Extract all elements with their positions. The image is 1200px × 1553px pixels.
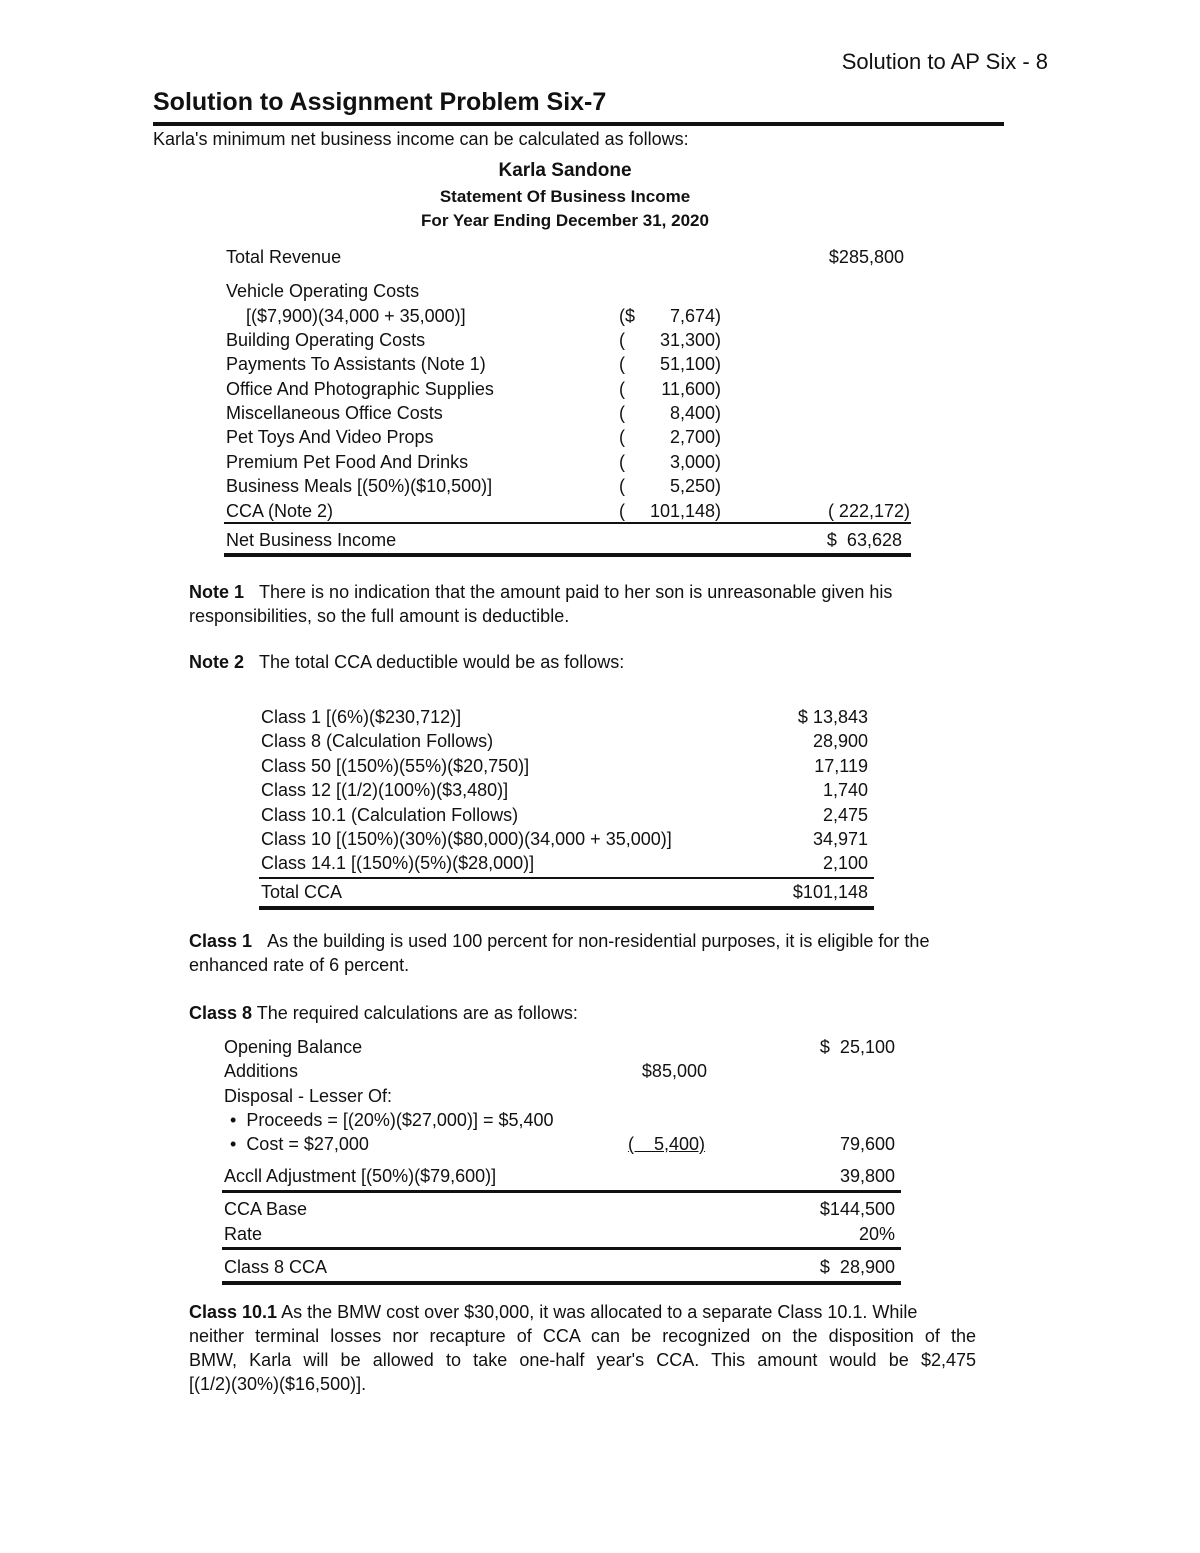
intro-text: Karla's minimum net business income can be calculated as follows: xyxy=(153,129,689,149)
class-8-text: The required calculations are as follows: xyxy=(256,1003,578,1023)
expense-amount: 5,250) xyxy=(669,476,721,496)
cca-row-label: Class 14.1 [(150%)(5%)($28,000)] xyxy=(261,853,535,874)
class-10-1-label: Class 10.1 xyxy=(189,1302,278,1322)
disposal-amount: ( 5,400) xyxy=(628,1134,706,1154)
class-8-note xyxy=(189,1001,1001,1025)
subtotal-rule xyxy=(224,522,911,524)
expense-paren: ( xyxy=(619,452,625,472)
note-1-line: There is no indication that the amount paid to her son is unreasonable given his xyxy=(259,582,893,602)
base-label: CCA Base xyxy=(224,1199,308,1219)
rate-amount: 20% xyxy=(858,1224,895,1244)
net-amount: $ 63,628 xyxy=(826,530,902,550)
expense-label: CCA (Note 2) xyxy=(226,501,334,521)
accii-amount: 39,800 xyxy=(839,1166,895,1186)
base-amount: $144,500 xyxy=(819,1199,895,1219)
rate-label: Rate xyxy=(224,1224,263,1244)
expense-label: Vehicle Operating Costs xyxy=(226,281,420,301)
expense-paren: ( xyxy=(619,379,625,399)
cca-row-amount: 2,475 xyxy=(822,804,868,825)
class-1-note xyxy=(189,929,1001,977)
expense-paren: ($ xyxy=(619,306,636,326)
cca-row-amount: 1,740 xyxy=(822,780,868,801)
cca-row-label: Class 10 [(150%)(30%)($80,000)(34,000 + 35,000)] xyxy=(261,829,672,849)
bullet-icon: • xyxy=(230,1110,247,1130)
class-10-1-line: [(1/2)(30%)($16,500)]. xyxy=(189,1374,367,1394)
statement-period: For Year Ending December 31, 2020 xyxy=(421,211,709,230)
class-8-cca-label: Class 8 CCA xyxy=(224,1257,328,1277)
statement-name: Karla Sandone xyxy=(498,160,632,181)
expense-label: Office And Photographic Supplies xyxy=(226,379,494,399)
cca-total-amount: $101,148 xyxy=(792,882,868,902)
note-1-line: responsibilities, so the full amount is deductible. xyxy=(189,606,570,626)
expense-amount: 101,148) xyxy=(649,501,721,521)
class-10-1-line: As the BMW cost over $30,000, it was allocated to a separate Class 10.1. While xyxy=(277,1302,918,1322)
bullet-text: Cost = $27,000 xyxy=(246,1134,369,1154)
expense-amount: 2,700) xyxy=(669,427,721,447)
expense-paren: ( xyxy=(619,354,625,374)
class-1-line: As the building is used 100 percent for non-residential purposes, it is eligible for the xyxy=(267,931,930,951)
net-label: Net Business Income xyxy=(226,530,397,550)
expense-label: Pet Toys And Video Props xyxy=(226,427,434,447)
expense-paren: ( xyxy=(619,330,625,350)
expense-amount: 7,674) xyxy=(669,306,721,326)
expense-amount: 3,000) xyxy=(669,452,721,472)
title-rule xyxy=(153,122,1004,126)
expense-amount: 11,600) xyxy=(661,379,721,399)
expense-label: Business Meals [(50%)($10,500)] xyxy=(226,476,493,496)
class-1-line: enhanced rate of 6 percent. xyxy=(189,955,410,975)
revenue-label: Total Revenue xyxy=(226,247,342,267)
bullet-text: Proceeds = [(20%)($27,000)] = $5,400 xyxy=(246,1110,554,1130)
expense-amount: 51,100) xyxy=(659,354,721,374)
expense-label: Building Operating Costs xyxy=(226,330,426,350)
cca-row-label: Class 10.1 (Calculation Follows) xyxy=(261,804,519,825)
expense-paren: ( xyxy=(619,427,625,447)
expense-amount: 31,300) xyxy=(659,330,721,350)
cca-row-label: Class 8 (Calculation Follows) xyxy=(261,731,494,752)
expense-paren: ( xyxy=(619,476,625,496)
cca-rule xyxy=(259,877,874,879)
bullet-proceeds xyxy=(230,1109,554,1131)
accii-label: Accll Adjustment [(50%)($79,600)] xyxy=(224,1166,497,1186)
page-title: Solution to Assignment Problem Six-7 xyxy=(153,88,607,116)
rate-rule xyxy=(222,1247,901,1250)
class-10-1-note xyxy=(189,1300,976,1396)
note-2-label: Note 2 xyxy=(189,652,245,672)
opening-label: Opening Balance xyxy=(224,1037,363,1057)
cca-row-amount: 2,100 xyxy=(822,853,868,874)
cca-row-amount: 28,900 xyxy=(812,731,868,752)
cca-row-label: Class 1 [(6%)($230,712)] xyxy=(261,707,462,727)
bullet-cost xyxy=(230,1133,369,1155)
expense-label: Payments To Assistants (Note 1) xyxy=(226,354,486,374)
cca-row-label: Class 12 [(1/2)(100%)($3,480)] xyxy=(261,780,509,801)
additions-label: Additions xyxy=(224,1061,299,1081)
cca-row-amount: 34,971 xyxy=(812,829,868,849)
statement-subtitle: Statement Of Business Income xyxy=(439,187,691,206)
expense-amount: 8,400) xyxy=(669,403,721,423)
expense-label: Premium Pet Food And Drinks xyxy=(226,452,469,472)
class-8-double-rule xyxy=(222,1281,901,1285)
cca-double-rule xyxy=(259,906,874,910)
note-1 xyxy=(189,580,1001,628)
class-10-1-line: BMW, Karla will be allowed to take one-half year's CCA. This amount would be $2,475 xyxy=(189,1350,976,1370)
class-8-label: Class 8 xyxy=(189,1003,253,1023)
revenue-amount: $285,800 xyxy=(828,247,904,267)
net-double-rule xyxy=(224,553,911,557)
bullet-icon: • xyxy=(230,1134,247,1154)
note-2 xyxy=(189,650,1001,674)
additions-amount: $85,000 xyxy=(641,1061,707,1081)
cca-row-amount: 17,119 xyxy=(814,755,868,776)
page-header: Solution to AP Six - 8 xyxy=(841,49,1048,74)
opening-amount: $ 25,100 xyxy=(819,1037,895,1057)
cca-row-amount: $ 13,843 xyxy=(797,707,868,727)
expense-paren: ( xyxy=(619,403,625,423)
expense-label: Miscellaneous Office Costs xyxy=(226,403,443,423)
total-expenses: ( 222,172) xyxy=(827,501,910,521)
net-additions: 79,600 xyxy=(839,1134,895,1154)
class-8-cca-amount: $ 28,900 xyxy=(819,1257,895,1277)
cca-row-label: Class 50 [(150%)(55%)($20,750)] xyxy=(261,755,530,776)
cca-total-label: Total CCA xyxy=(261,882,343,902)
base-rule xyxy=(222,1190,901,1193)
disposal-label: Disposal - Lesser Of: xyxy=(224,1086,393,1106)
class-10-1-line: neither terminal losses nor recapture of CCA can be recognized on the disposition of the xyxy=(189,1326,976,1346)
expense-label: [($7,900)(34,000 + 35,000)] xyxy=(226,306,466,326)
expense-paren: ( xyxy=(619,501,625,521)
class-1-label: Class 1 xyxy=(189,931,253,951)
note-2-text: The total CCA deductible would be as follows: xyxy=(259,652,625,672)
note-1-label: Note 1 xyxy=(189,582,245,602)
